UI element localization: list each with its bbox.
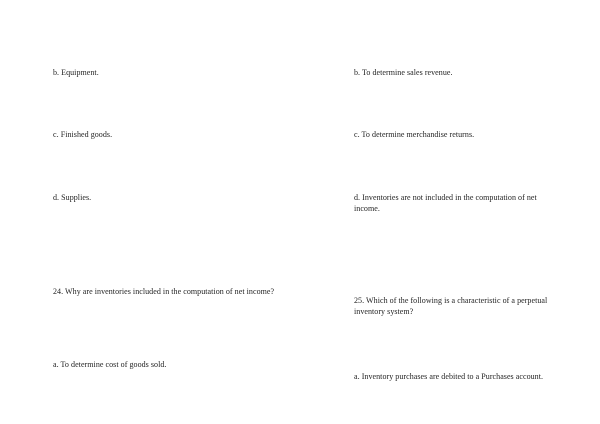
answer-option-a-cost-of-goods-sold: a. To determine cost of goods sold. <box>53 360 167 369</box>
answer-option-b-sales-revenue: b. To determine sales revenue. <box>354 68 453 77</box>
answer-option-b-equipment: b. Equipment. <box>53 68 99 77</box>
answer-option-d-not-included: d. Inventories are not included in the computation of net income. <box>354 193 537 213</box>
question-25-text: 25. Which of the following is a characteristic of a perpetual inventory system? <box>354 296 548 316</box>
answer-option-d-supplies: d. Supplies. <box>53 193 92 202</box>
answer-option-c-merchandise-returns: c. To determine merchandise returns. <box>354 130 475 139</box>
question-24-text: 24. Why are inventories included in the computation of net income? <box>53 287 275 296</box>
answer-option-c-finished-goods: c. Finished goods. <box>53 130 113 139</box>
answer-option-a-purchases-account: a. Inventory purchases are debited to a Purchases account. <box>354 372 544 381</box>
